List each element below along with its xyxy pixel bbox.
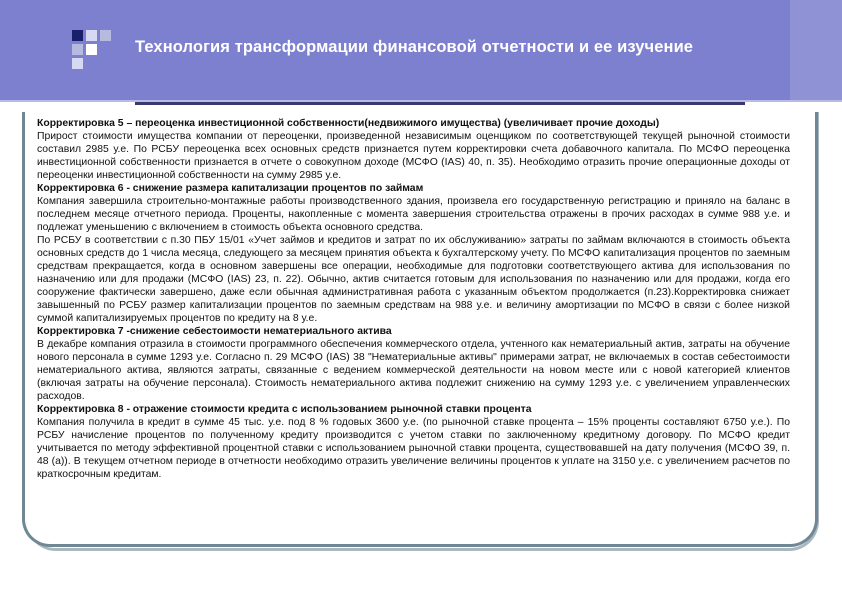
section-heading: Корректировка 6 - снижение размера капитализации процентов по займам	[37, 183, 424, 194]
title-underline	[135, 102, 745, 105]
page-title: Технология трансформации финансовой отчетности и ее изучение	[135, 38, 694, 56]
squares-logo-icon	[72, 30, 112, 70]
header-right-band	[790, 0, 842, 100]
section-paragraph: Компания завершила строительно-монтажные работы производственного здания, произвела его государственную регистрацию и приняло на баланс в последнем месяце отчетного периода. Проценты, накопленные с момента завершения строительства отражены в прочих расходах в сумме 988 у.е. и подлежат уменьшению с включением в стоимость объекта основного средства.	[37, 196, 790, 233]
content-body	[37, 117, 790, 481]
section-paragraph: В декабре компания отразила в стоимости программного обеспечения коммерческого отдела, учтенного как нематериальный актив, затраты на обучение нового персонала в сумме 1293 у.е. Согласно п. 29 МСФО (IAS) 38 "Нематериальные активы" примерами затрат, не включаемых в состав себестоимости нематериального актива, являются затраты, связанные с ведением коммерческой деятельности на новом месте или с новой категорией клиентов (включая затраты на обучение персонала). Стоимость нематериального актива подлежит снижению на сумму 1293 у.е. с увеличением управленческих расходов.	[37, 339, 790, 402]
section-heading: Корректировка 8 - отражение стоимости кредита с использованием рыночной ставки процента	[37, 404, 532, 415]
section-heading: Корректировка 5 – переоценка инвестиционной собственности(недвижимого имущества) (увеличивает прочие доходы)	[37, 118, 660, 129]
section-paragraph: Прирост стоимости имущества компании от переоценки, произведенной независимым оценщиком по соответствующей текущей рыночной стоимости составил 2985 у.е. По РСБУ переоценка всех основных средств признается путем корректировки счета добавочного капитала. По МСФО переоценка инвестиционной собственности признается в отчете о совокупном доходе (МСФО (IAS) 40, п. 35). Необходимо отразить прочие операционные доходы от переоценки инвестиционной собственности на сумму 2985 у.е.	[37, 131, 790, 181]
section-paragraph: По РСБУ в соответствии с п.30 ПБУ 15/01 «Учет займов и кредитов и затрат по их обслуживанию» затраты по займам включаются в стоимость объекта основных средств до 1 числа месяца, следующего за месяцем принятия объекта к бухгалтерскому учету. По МСФО капитализация процентов по заемным средствам прекращается, когда в основном завершены все операции, необходимые для подготовки соответствующего актива для использования по назначению или для продажи (МСФО (IAS) 23, п. 22). Обычно, актив считается готовым для использования по назначению или для продажи, когда его сооружение фактически завершено, даже если обычная административная работа с указанным объектом продолжается (п.23).Корректировка снижает завышенный по РСБУ размер капитализации процентов по заемным средствам на 988 у.е. и величину амортизации по МСФО в связи с более низкой суммой капитализируемых процентов по кредиту на 8 у.е.	[37, 235, 790, 324]
section-paragraph: Компания получила в кредит в сумме 45 тыс. у.е. под 8 % годовых 3600 у.е. (по рыночной ставке процента – 15% проценты составляют 6750 у.е.). По РСБУ начисление процентов по полученному кредиту производится с учетом ставки по заключенному кредитному договору. По МСФО кредит учитывается по методу эффективной процентной ставки с использованием рыночной ставки процента, существовавшей на дату получения (МСФО 39, п. 48 (а)). В текущем отчетном периоде в отчетности необходимо отразить увеличение величины процентов к уплате на 3150 у.е. с увеличением расчетов по краткосрочным кредитам.	[37, 417, 790, 480]
section-heading: Корректировка 7 -снижение себестоимости нематериального актива	[37, 326, 392, 337]
